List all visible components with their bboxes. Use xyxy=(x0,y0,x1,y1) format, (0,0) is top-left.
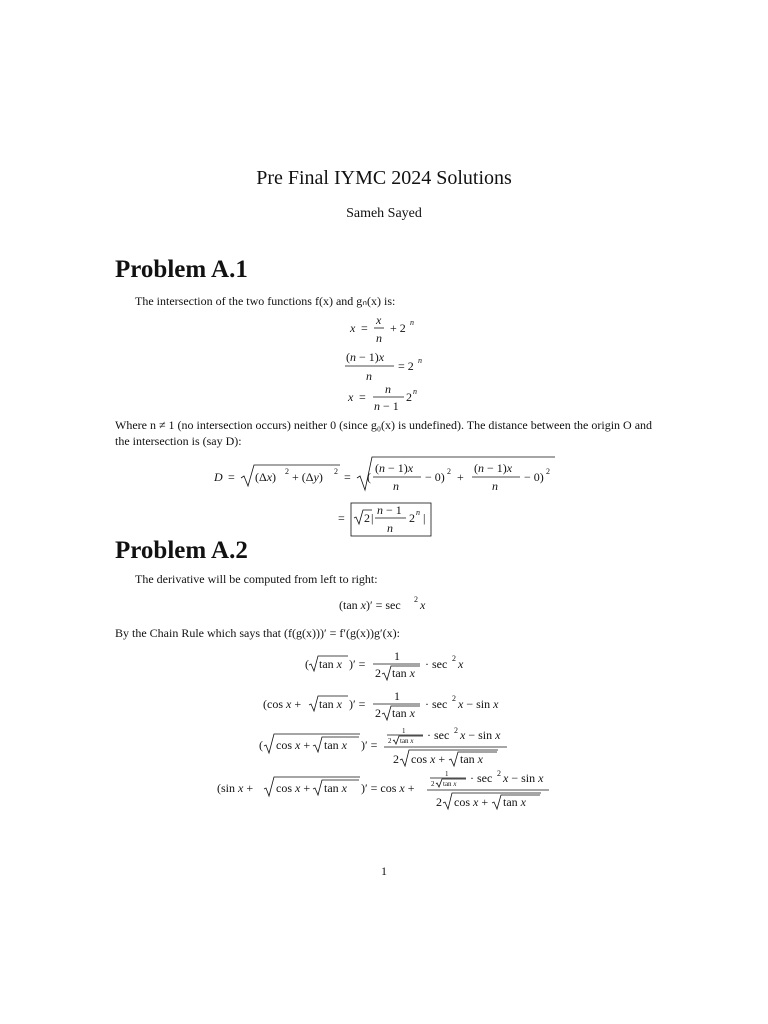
svg-text:x: x xyxy=(348,390,354,404)
svg-text:=: = xyxy=(359,390,366,404)
svg-text:1: 1 xyxy=(402,727,406,735)
svg-text:n: n xyxy=(366,369,372,383)
svg-text:+ (Δy): + (Δy) xyxy=(292,470,323,484)
svg-text:n: n xyxy=(387,521,393,535)
svg-text:+ 2: + 2 xyxy=(390,321,406,335)
svg-text:)′ =: )′ = xyxy=(349,657,366,671)
equation-boxed-result xyxy=(338,503,431,536)
page-number: 1 xyxy=(381,864,387,878)
svg-text:n − 1: n − 1 xyxy=(374,399,399,413)
svg-text:+: + xyxy=(457,470,464,484)
svg-text:cos x +: cos x + xyxy=(411,752,446,766)
svg-text:n: n xyxy=(416,508,420,517)
svg-text:n: n xyxy=(385,382,391,396)
svg-text:(n − 1)x: (n − 1)x xyxy=(474,461,513,475)
svg-text:1: 1 xyxy=(394,649,400,663)
svg-text:· sec: · sec xyxy=(427,728,450,742)
svg-text:tan x: tan x xyxy=(503,795,526,809)
svg-text:n: n xyxy=(492,479,498,493)
svg-text:(: ( xyxy=(305,657,309,671)
svg-text:(n − 1)x: (n − 1)x xyxy=(346,350,385,364)
equation-sqrt-cos-plus-sqrt-tan-derivative xyxy=(259,726,507,766)
equation-intersection-2 xyxy=(345,350,422,383)
svg-text:2: 2 xyxy=(546,467,550,476)
svg-text:− 0): − 0) xyxy=(425,470,445,484)
svg-text:tan x: tan x xyxy=(400,737,414,745)
svg-text:tan x: tan x xyxy=(443,780,457,788)
section-a1-intro: The intersection of the two functions f(x) and gₙ(x) is: xyxy=(135,294,396,308)
svg-text:· sec: · sec xyxy=(425,657,448,671)
svg-text:(n − 1)x: (n − 1)x xyxy=(375,461,414,475)
svg-text:)′ =: )′ = xyxy=(361,738,378,752)
svg-text:)′ =: )′ = xyxy=(349,697,366,711)
svg-text:· sec: · sec xyxy=(425,697,448,711)
svg-text:x: x xyxy=(420,598,426,612)
svg-text:n − 1: n − 1 xyxy=(377,503,402,517)
svg-text:2: 2 xyxy=(375,706,381,720)
svg-text:2: 2 xyxy=(285,467,289,476)
svg-text:2: 2 xyxy=(497,769,501,778)
svg-text:tan x: tan x xyxy=(319,657,342,671)
section-a2-intro: The derivative will be computed from left to right: xyxy=(135,572,378,586)
equation-distance xyxy=(213,457,555,493)
svg-text:(: ( xyxy=(367,470,371,484)
svg-text:)′ = cos x +: )′ = cos x + xyxy=(361,781,415,795)
svg-text:2: 2 xyxy=(334,467,338,476)
svg-text:=: = xyxy=(361,321,368,335)
svg-text:· sec: · sec xyxy=(470,771,493,785)
equation-cos-plus-sqrt-tan-derivative xyxy=(263,689,499,720)
svg-text:n: n xyxy=(413,387,417,396)
svg-text:tan x: tan x xyxy=(324,738,347,752)
svg-text:tan x: tan x xyxy=(460,752,483,766)
svg-text:(Δx): (Δx) xyxy=(255,470,277,484)
svg-text:2: 2 xyxy=(364,511,370,525)
svg-text:n: n xyxy=(393,479,399,493)
svg-text:2: 2 xyxy=(414,595,418,604)
svg-text:x − sin x: x − sin x xyxy=(460,728,501,742)
equation-sqrt-tan-derivative xyxy=(305,649,464,680)
svg-text:cos x +: cos x + xyxy=(276,738,311,752)
svg-text:x − sin x: x − sin x xyxy=(458,697,499,711)
svg-text:(sin x +: (sin x + xyxy=(217,781,254,795)
svg-text:2: 2 xyxy=(388,737,392,745)
svg-text:− 0): − 0) xyxy=(524,470,544,484)
svg-text:2: 2 xyxy=(375,666,381,680)
svg-text:2: 2 xyxy=(409,511,415,525)
svg-text:cos x +: cos x + xyxy=(276,781,311,795)
svg-text:tan x: tan x xyxy=(392,666,415,680)
svg-text:|: | xyxy=(423,511,426,525)
svg-text:=: = xyxy=(228,470,235,484)
svg-text:=: = xyxy=(338,511,345,525)
equation-intersection-3 xyxy=(347,382,417,413)
svg-text:x: x xyxy=(350,321,356,335)
svg-text:|: | xyxy=(371,511,374,525)
equation-intersection-1 xyxy=(349,313,414,345)
svg-text:tan x: tan x xyxy=(392,706,415,720)
svg-text:n: n xyxy=(376,331,382,345)
equation-sin-plus-sqrt-derivative xyxy=(217,769,549,809)
svg-text:tan x: tan x xyxy=(319,697,342,711)
svg-text:(cos x +: (cos x + xyxy=(263,697,302,711)
section-heading-a2: Problem A.2 xyxy=(115,537,248,564)
svg-text:2: 2 xyxy=(447,467,451,476)
section-a2-note: By the Chain Rule which says that (f(g(x)))′ = f′(g(x))g′(x): xyxy=(115,626,400,640)
svg-text:=: = xyxy=(344,470,351,484)
svg-text:n: n xyxy=(410,318,414,327)
svg-text:1: 1 xyxy=(445,770,449,778)
svg-text:2: 2 xyxy=(393,752,399,766)
svg-text:cos x +: cos x + xyxy=(454,795,489,809)
svg-text:x: x xyxy=(376,313,382,327)
svg-text:x − sin x: x − sin x xyxy=(503,771,544,785)
svg-text:n: n xyxy=(418,356,422,365)
svg-text:2: 2 xyxy=(406,390,412,404)
svg-text:2: 2 xyxy=(431,780,435,788)
section-heading-a1: Problem A.1 xyxy=(115,256,248,283)
svg-text:2: 2 xyxy=(452,654,456,663)
author-name: Sameh Sayed xyxy=(346,206,422,221)
svg-text:2: 2 xyxy=(452,694,456,703)
svg-text:1: 1 xyxy=(394,689,400,703)
svg-text:2: 2 xyxy=(454,726,458,735)
svg-text:D: D xyxy=(214,470,223,484)
equation-tan-derivative xyxy=(339,595,426,612)
svg-text:x: x xyxy=(458,657,464,671)
svg-text:(: ( xyxy=(259,738,263,752)
section-a1-note: Where n ≠ 1 (no intersection occurs) neither 0 (since g₀(x) is undefined). The distance between the origin O and the intersection is (say D): xyxy=(115,418,653,448)
document-title: Pre Final IYMC 2024 Solutions xyxy=(256,167,512,189)
svg-text:= 2: = 2 xyxy=(398,359,414,373)
svg-text:2: 2 xyxy=(436,795,442,809)
svg-text:(tan x)′ = sec: (tan x)′ = sec xyxy=(339,598,401,612)
svg-text:tan x: tan x xyxy=(324,781,347,795)
